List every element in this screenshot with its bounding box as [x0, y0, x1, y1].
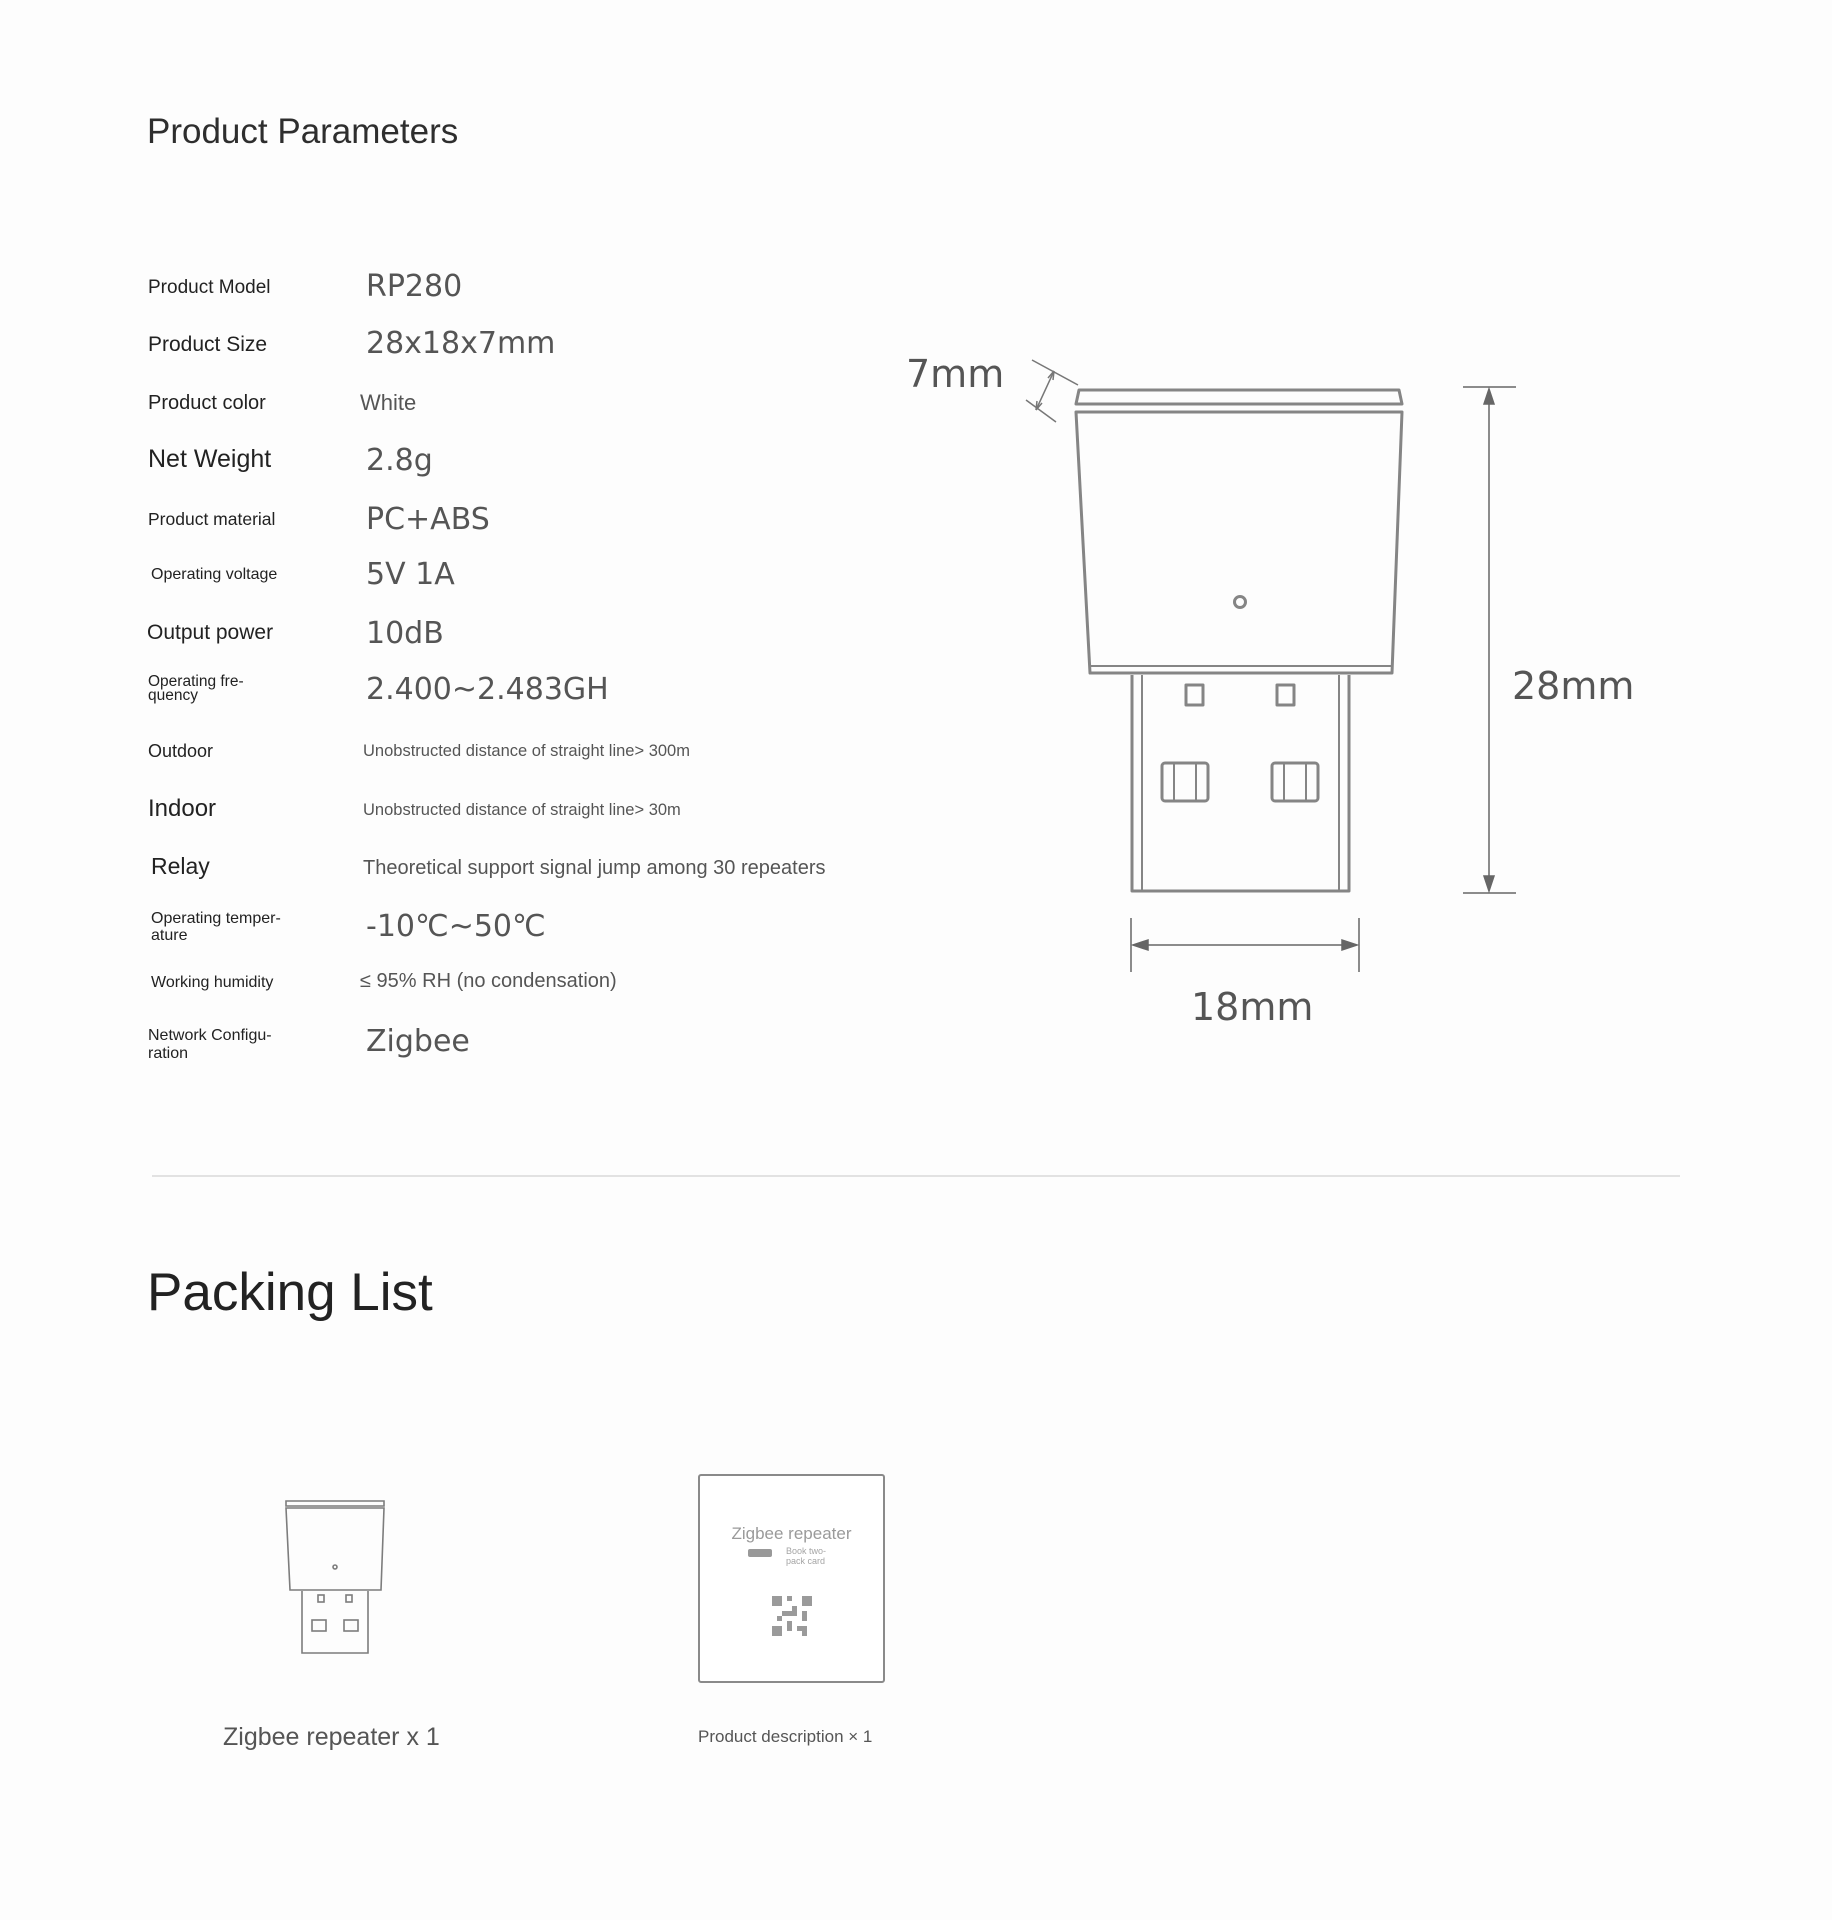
- param-value: Zigbee: [366, 1024, 470, 1059]
- param-value: RP280: [366, 269, 463, 304]
- param-value: ≤ 95% RH (no condensation): [360, 970, 617, 992]
- qr-code-icon: [772, 1596, 812, 1636]
- device-cap: [1076, 390, 1402, 404]
- param-label: Product Size: [148, 333, 268, 356]
- param-label: Operating voltage: [151, 566, 278, 583]
- usb-plug: [1132, 675, 1349, 891]
- param-label: Output power: [147, 621, 274, 644]
- packing-item-caption: Zigbee repeater x 1: [223, 1723, 440, 1751]
- param-label: Product color: [148, 392, 266, 414]
- param-value: 2.8g: [366, 443, 433, 478]
- param-value: Theoretical support signal jump among 30 repeaters: [363, 857, 826, 879]
- param-label: Relay: [151, 853, 210, 879]
- card-title: Zigbee repeater: [731, 1524, 852, 1543]
- device-body: [1076, 412, 1402, 673]
- param-label: Operating fre- quency: [148, 673, 244, 704]
- param-label: Indoor: [148, 795, 217, 822]
- dimension-height-label: 28mm: [1512, 664, 1635, 708]
- param-value: -10℃~50℃: [366, 909, 546, 944]
- led-indicator: [1235, 597, 1246, 608]
- dimension-thickness-label: 7mm: [906, 352, 1005, 396]
- param-label: Outdoor: [148, 741, 214, 761]
- param-label: Product Model: [148, 277, 271, 298]
- param-label: Net Weight: [148, 445, 272, 473]
- repeater-thumbnail-icon: [280, 1495, 390, 1660]
- dimension-width-label: 18mm: [1191, 985, 1314, 1029]
- param-label: Working humidity: [151, 974, 274, 991]
- param-value: 5V 1A: [366, 557, 455, 592]
- param-label: Product material: [148, 509, 276, 529]
- section-divider: [152, 1175, 1680, 1177]
- param-value: 10dB: [366, 616, 444, 651]
- section-title-packing-list: Packing List: [147, 1263, 433, 1322]
- param-value: Unobstructed distance of straight line> 30m: [363, 801, 681, 819]
- card-logo: [748, 1549, 772, 1557]
- param-value: PC+ABS: [366, 502, 490, 537]
- packing-item-caption: Product description × 1: [698, 1727, 873, 1746]
- param-label: Operating temper- ature: [151, 910, 281, 944]
- param-value: 28x18x7mm: [366, 326, 556, 361]
- product-description-card: [698, 1474, 885, 1683]
- param-value: 2.400~2.483GH: [366, 672, 609, 707]
- card-subtitle: Book two- pack card: [786, 1546, 827, 1566]
- section-title-parameters: Product Parameters: [147, 112, 459, 151]
- param-value: Unobstructed distance of straight line> 300m: [363, 742, 690, 760]
- param-value: White: [360, 390, 417, 415]
- param-label: Network Configu- ration: [148, 1027, 272, 1062]
